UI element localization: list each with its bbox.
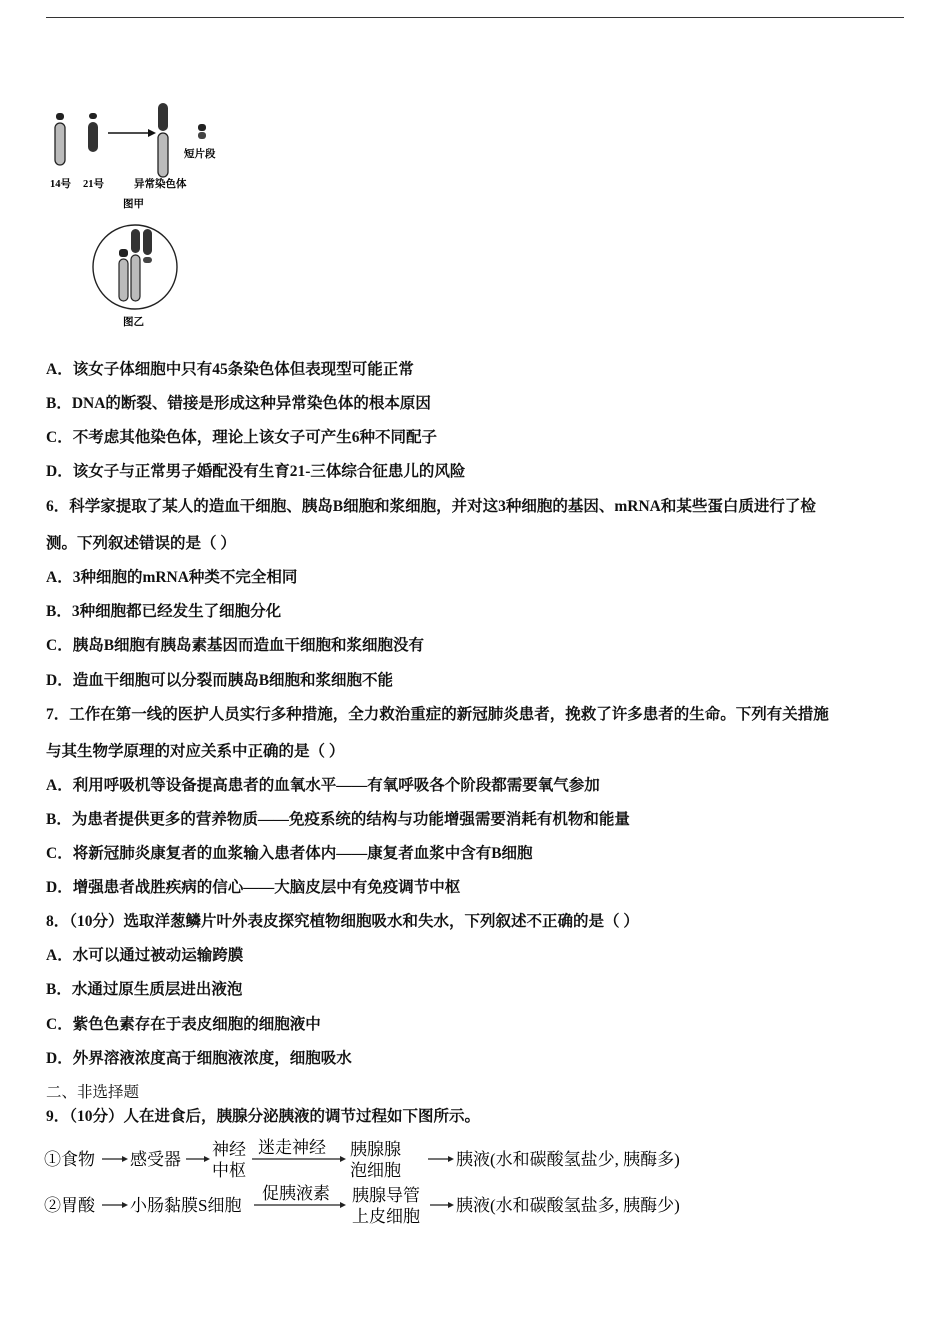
flow2-arrow-label: 促胰液素 <box>262 1184 330 1203</box>
q7-option-a: A．利用呼吸机等设备提高患者的血氧水平——有氧呼吸各个阶段都需要氧气参加 <box>46 777 600 794</box>
q5-option-a: A．该女子体细胞中只有45条染色体但表现型可能正常 <box>46 361 414 378</box>
label-abnormal: 异常染色体 <box>134 179 187 190</box>
chromosome-14 <box>55 113 65 165</box>
arrow-icon <box>428 1156 454 1162</box>
flow2-start: ②胃酸 <box>44 1196 95 1215</box>
flow2-target-bottom: 上皮细胞 <box>352 1207 420 1226</box>
flow-diagram-1 <box>44 1138 744 1182</box>
q6-option-c: C．胰岛B细胞有胰岛素基因而造血干细胞和浆细胞没有 <box>46 637 425 654</box>
q6-stem-line1: 6．科学家提取了某人的造血干细胞、胰岛B细胞和浆细胞，并对这3种细胞的基因、mRNA和某些蛋白质进行了检 <box>46 498 816 515</box>
q8-option-d: D．外界溶液浓度高于细胞液浓度，细胞吸水 <box>46 1050 352 1067</box>
q5-option-d: D．该女子与正常男子婚配没有生育21-三体综合征患儿的风险 <box>46 463 466 480</box>
q6-option-d: D．造血干细胞可以分裂而胰岛B细胞和浆细胞不能 <box>46 672 394 689</box>
flow2-result: 胰液(水和碳酸氢盐多, 胰酶少) <box>456 1196 680 1215</box>
caption-b: 图乙 <box>123 317 144 328</box>
q9-stem: 9．（10分）人在进食后，胰腺分泌胰液的调节过程如下图所示。 <box>46 1108 481 1125</box>
label-short: 短片段 <box>184 149 216 160</box>
q8-option-c: C．紫色色素存在于表皮细胞的细胞液中 <box>46 1016 321 1033</box>
flow1-receptor: 感受器 <box>130 1150 181 1169</box>
label-21: 21号 <box>83 179 104 190</box>
q8-option-b: B．水通过原生质层进出液泡 <box>46 981 243 998</box>
flow2-target-top: 胰腺导管 <box>352 1186 420 1205</box>
arrow-icon <box>186 1156 210 1162</box>
section-heading: 二、非选择题 <box>46 1084 140 1101</box>
q5-option-b: B．DNA的断裂、错接是形成这种异常染色体的根本原因 <box>46 395 431 412</box>
flow1-arrow-label: 迷走神经 <box>258 1138 326 1157</box>
chromosome-abnormal <box>158 103 168 177</box>
cell-circle <box>93 225 177 309</box>
q5-option-c: C．不考虑其他染色体，理论上该女子可产生6种不同配子 <box>46 429 437 446</box>
q7-option-b: B．为患者提供更多的营养物质——免疫系统的结构与功能增强需要消耗有机物和能量 <box>46 811 630 828</box>
q7-stem-line2: 与其生物学原理的对应关系中正确的是（ ） <box>46 743 345 760</box>
flow1-center-top: 神经 <box>212 1140 246 1159</box>
q6-option-a: A．3种细胞的mRNA种类不完全相同 <box>46 569 298 586</box>
q6-option-b: B．3种细胞都已经发生了细胞分化 <box>46 603 282 620</box>
flow1-start: ①食物 <box>44 1150 95 1169</box>
chromosome-21 <box>88 113 98 152</box>
chromosome-figure <box>40 95 230 335</box>
flow-diagram-2 <box>44 1184 744 1228</box>
q7-option-d: D．增强患者战胜疾病的信心——大脑皮层中有免疫调节中枢 <box>46 879 461 896</box>
q7-option-c: C．将新冠肺炎康复者的血浆输入患者体内——康复者血浆中含有B细胞 <box>46 845 533 862</box>
flow2-cell: 小肠黏膜S细胞 <box>130 1196 242 1215</box>
q7-stem-line1: 7．工作在第一线的医护人员实行多种措施，全力救治重症的新冠肺炎患者，挽救了许多患者的生命。下列有关措施 <box>46 706 829 723</box>
caption-a: 图甲 <box>123 199 144 210</box>
short-fragment <box>198 124 206 139</box>
flow1-target-top: 胰腺腺 <box>350 1140 401 1159</box>
arrow-icon <box>102 1202 128 1208</box>
flow1-target-bottom: 泡细胞 <box>350 1161 401 1180</box>
q6-stem-line2: 测。下列叙述错误的是（ ） <box>46 535 236 552</box>
flow1-result: 胰液(水和碳酸氢盐少, 胰酶多) <box>456 1150 680 1169</box>
top-rule <box>46 17 904 18</box>
q8-option-a: A．水可以通过被动运输跨膜 <box>46 947 244 964</box>
arrow-icon <box>108 129 156 137</box>
label-14: 14号 <box>50 179 71 190</box>
q8-stem: 8．（10分）选取洋葱鳞片叶外表皮探究植物细胞吸水和失水，下列叙述不正确的是（ ） <box>46 913 639 930</box>
arrow-icon <box>102 1156 128 1162</box>
arrow-icon <box>430 1202 454 1208</box>
flow1-center-bottom: 中枢 <box>212 1161 246 1180</box>
